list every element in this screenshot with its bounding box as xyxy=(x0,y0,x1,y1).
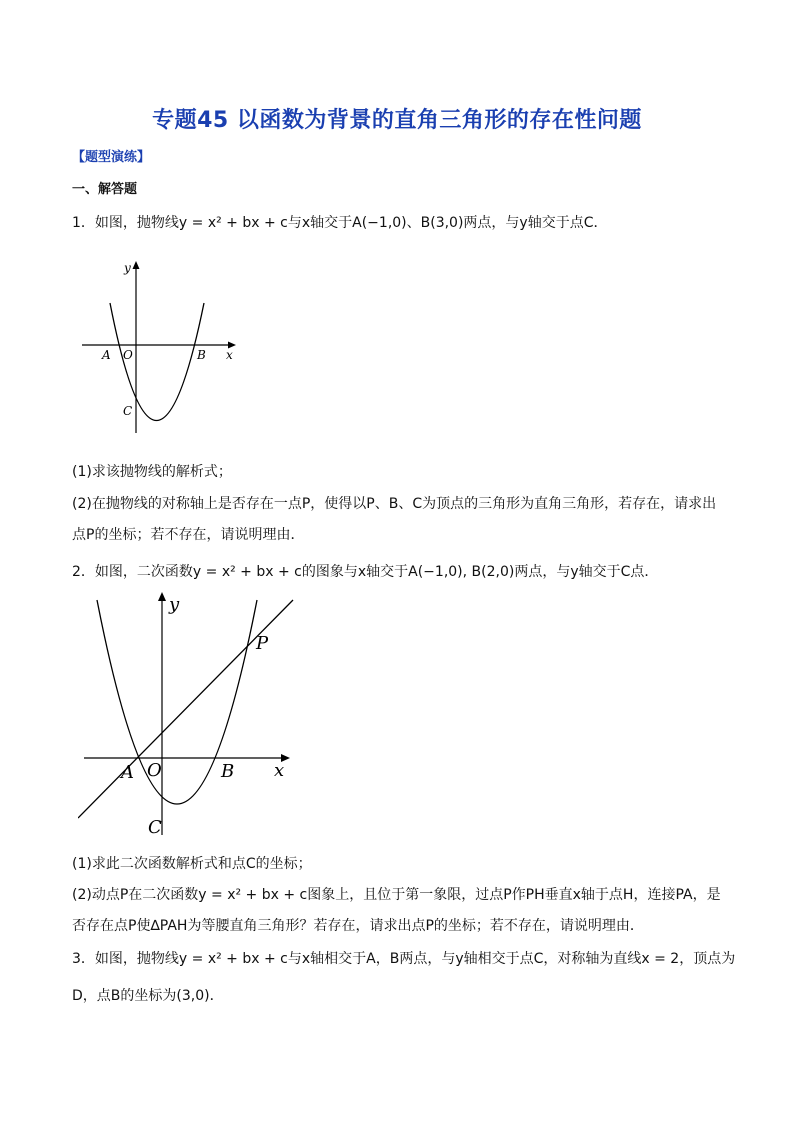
q1-y-arrow-icon xyxy=(133,261,140,269)
q1-label-y: y xyxy=(124,261,131,275)
q1-figure xyxy=(78,258,243,433)
page-title: 专题45 以函数为背景的直角三角形的存在性问题 xyxy=(152,108,642,133)
q2-label-C: C xyxy=(148,817,162,838)
q1-part2-line2: 点P的坐标；若不存在，请说明理由． xyxy=(72,527,305,543)
section-heading: 一、解答题 xyxy=(72,182,138,197)
q2-label-x: x xyxy=(274,760,285,781)
q2-part2-line1: (2)动点P在二次函数y = x² + bx + c图象上，且位于第一象限，过点P作PH垂直x轴于点H，连接PA，是 xyxy=(72,887,721,903)
q1-part1: (1)求该抛物线的解析式； xyxy=(72,464,232,480)
q2-part1: (1)求此二次函数解析式和点C的坐标； xyxy=(72,856,312,872)
q2-label-O: O xyxy=(147,760,162,781)
q2-label-y: y xyxy=(169,594,180,615)
q2-figure xyxy=(78,590,303,840)
q2-label-A: A xyxy=(121,762,134,783)
q3-stem-line2: D，点B的坐标为(3,0)． xyxy=(72,988,224,1004)
q2-part2-line2: 否存在点P使∆PAH为等腰直角三角形？若存在，请求出点P的坐标；若不存在，请说明理由． xyxy=(72,918,644,934)
q1-label-x: x xyxy=(226,348,233,362)
q2-label-B: B xyxy=(221,761,235,782)
q2-stem: 2．如图，二次函数y = x² + bx + c的图象与x轴交于A(−1,0), B(2,0)两点，与y轴交于C点． xyxy=(72,564,659,580)
q1-stem: 1．如图，抛物线y = x² + bx + c与x轴交于A(−1,0)、B(3,0)两点，与y轴交于点C． xyxy=(72,215,608,231)
q2-y-arrow-icon xyxy=(158,592,166,601)
q1-part2-line1: (2)在抛物线的对称轴上是否存在一点P，使得以P、B、C为顶点的三角形为直角三角形，若存在，请求出 xyxy=(72,496,717,512)
q1-label-C: C xyxy=(123,404,133,418)
q3-stem-line1: 3．如图，抛物线y = x² + bx + c与x轴相交于A，B两点，与y轴相交于点C，对称轴为直线x = 2，顶点为 xyxy=(72,951,736,967)
q2-label-P: P xyxy=(256,633,269,654)
q1-label-O: O xyxy=(123,348,133,362)
section-tag: 【题型演练】 xyxy=(72,150,151,165)
q1-label-A: A xyxy=(102,348,111,362)
q1-label-B: B xyxy=(197,348,206,362)
